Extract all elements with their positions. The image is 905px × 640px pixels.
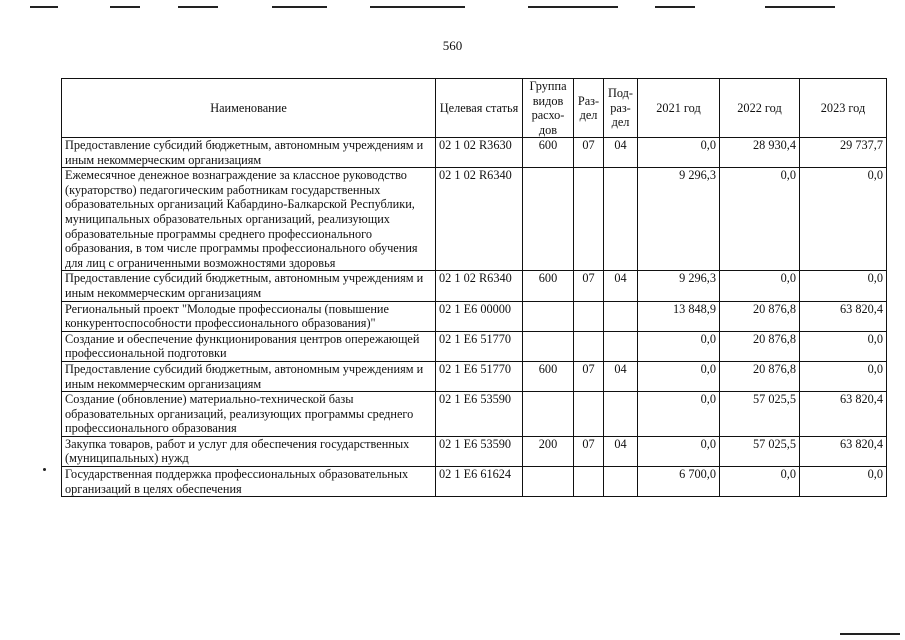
cell-target-article: 02 1 02 R6340 bbox=[436, 271, 523, 301]
cell-2021: 9 296,3 bbox=[638, 168, 720, 271]
scan-artifact-line bbox=[528, 6, 618, 8]
header-2023: 2023 год bbox=[800, 79, 887, 138]
cell-target-article: 02 1 E6 53590 bbox=[436, 436, 523, 466]
cell-section: 07 bbox=[574, 138, 604, 168]
cell-name: Предоставление субсидий бюджетным, автономным учреждениям и иным некоммерческим организациям bbox=[62, 361, 436, 391]
cell-expense-group: 200 bbox=[523, 436, 574, 466]
cell-subsection bbox=[604, 301, 638, 331]
cell-2023: 0,0 bbox=[800, 331, 887, 361]
cell-section: 07 bbox=[574, 271, 604, 301]
cell-section: 07 bbox=[574, 361, 604, 391]
cell-2023: 0,0 bbox=[800, 168, 887, 271]
scan-artifact-line bbox=[370, 6, 465, 8]
cell-target-article: 02 1 E6 00000 bbox=[436, 301, 523, 331]
scan-artifact-line bbox=[765, 6, 835, 8]
cell-subsection bbox=[604, 467, 638, 497]
cell-2021: 9 296,3 bbox=[638, 271, 720, 301]
cell-subsection: 04 bbox=[604, 361, 638, 391]
cell-subsection: 04 bbox=[604, 436, 638, 466]
cell-2023: 0,0 bbox=[800, 467, 887, 497]
cell-2022: 20 876,8 bbox=[720, 361, 800, 391]
cell-subsection: 04 bbox=[604, 271, 638, 301]
cell-2022: 0,0 bbox=[720, 271, 800, 301]
cell-target-article: 02 1 02 R3630 bbox=[436, 138, 523, 168]
table-row bbox=[62, 467, 887, 497]
scan-artifact-line bbox=[655, 6, 695, 8]
cell-target-article: 02 1 E6 61624 bbox=[436, 467, 523, 497]
cell-2023: 0,0 bbox=[800, 361, 887, 391]
cell-2022: 0,0 bbox=[720, 168, 800, 271]
table-row bbox=[62, 271, 887, 301]
cell-2022: 20 876,8 bbox=[720, 301, 800, 331]
cell-name: Закупка товаров, работ и услуг для обеспечения государственных (муниципальных) нужд bbox=[62, 436, 436, 466]
cell-expense-group: 600 bbox=[523, 361, 574, 391]
cell-name: Предоставление субсидий бюджетным, автономным учреждениям и иным некоммерческим организациям bbox=[62, 271, 436, 301]
cell-2021: 0,0 bbox=[638, 392, 720, 437]
cell-name: Создание (обновление) материально-технической базы образовательных организаций, реализующих программы среднего профессионального образования bbox=[62, 392, 436, 437]
cell-2023: 29 737,7 bbox=[800, 138, 887, 168]
table-row bbox=[62, 436, 887, 466]
cell-expense-group bbox=[523, 301, 574, 331]
cell-subsection bbox=[604, 168, 638, 271]
cell-2021: 6 700,0 bbox=[638, 467, 720, 497]
cell-2023: 0,0 bbox=[800, 271, 887, 301]
cell-target-article: 02 1 E6 51770 bbox=[436, 331, 523, 361]
header-subsection: Под-раз-дел bbox=[604, 79, 638, 138]
scan-artifact-line bbox=[30, 6, 58, 8]
cell-expense-group: 600 bbox=[523, 138, 574, 168]
cell-name: Создание и обеспечение функционирования центров опережающей профессиональной подготовки bbox=[62, 331, 436, 361]
table-row bbox=[62, 361, 887, 391]
cell-section bbox=[574, 392, 604, 437]
header-2021: 2021 год bbox=[638, 79, 720, 138]
cell-name: Государственная поддержка профессиональных образовательных организаций в целях обеспечения bbox=[62, 467, 436, 497]
cell-2023: 63 820,4 bbox=[800, 301, 887, 331]
cell-section bbox=[574, 301, 604, 331]
cell-name: Предоставление субсидий бюджетным, автономным учреждениям и иным некоммерческим организациям bbox=[62, 138, 436, 168]
cell-section bbox=[574, 331, 604, 361]
cell-section bbox=[574, 168, 604, 271]
cell-subsection: 04 bbox=[604, 138, 638, 168]
cell-2022: 57 025,5 bbox=[720, 436, 800, 466]
cell-2021: 0,0 bbox=[638, 361, 720, 391]
table-row bbox=[62, 138, 887, 168]
cell-expense-group bbox=[523, 331, 574, 361]
table-row bbox=[62, 301, 887, 331]
page-number: 560 bbox=[442, 38, 463, 53]
cell-2022: 28 930,4 bbox=[720, 138, 800, 168]
cell-2021: 0,0 bbox=[638, 436, 720, 466]
cell-subsection bbox=[604, 392, 638, 437]
cell-2021: 0,0 bbox=[638, 138, 720, 168]
table-row bbox=[62, 392, 887, 437]
scan-artifact-line bbox=[840, 633, 900, 635]
scan-artifact-line bbox=[272, 6, 327, 8]
cell-target-article: 02 1 02 R6340 bbox=[436, 168, 523, 271]
cell-expense-group: 600 bbox=[523, 271, 574, 301]
cell-2022: 57 025,5 bbox=[720, 392, 800, 437]
cell-section bbox=[574, 467, 604, 497]
cell-section: 07 bbox=[574, 436, 604, 466]
cell-target-article: 02 1 E6 53590 bbox=[436, 392, 523, 437]
header-expense-group: Группа видов расхо-дов bbox=[523, 79, 574, 138]
scan-artifact-line bbox=[178, 6, 218, 8]
cell-2023: 63 820,4 bbox=[800, 436, 887, 466]
cell-expense-group bbox=[523, 467, 574, 497]
cell-subsection bbox=[604, 331, 638, 361]
cell-2023: 63 820,4 bbox=[800, 392, 887, 437]
table-header-row bbox=[62, 79, 887, 138]
cell-2022: 20 876,8 bbox=[720, 331, 800, 361]
scan-artifact-dot bbox=[43, 468, 46, 471]
table-row bbox=[62, 331, 887, 361]
cell-expense-group bbox=[523, 392, 574, 437]
header-2022: 2022 год bbox=[720, 79, 800, 138]
cell-expense-group bbox=[523, 168, 574, 271]
scan-artifact-line bbox=[110, 6, 140, 8]
cell-2021: 13 848,9 bbox=[638, 301, 720, 331]
cell-name: Региональный проект "Молодые профессионалы (повышение конкурентоспособности профессионального образования)" bbox=[62, 301, 436, 331]
table-row bbox=[62, 168, 887, 271]
budget-table bbox=[61, 78, 887, 497]
header-section: Раз-дел bbox=[574, 79, 604, 138]
cell-2022: 0,0 bbox=[720, 467, 800, 497]
cell-name: Ежемесячное денежное вознаграждение за классное руководство (кураторство) педагогическим работникам государственных образовательных организаций Кабардино-Балкарской Республики, муниципальных образовательных организаций, реализующих образовательные программы среднего профессионального образования, в том числе программы профессионального обучения для лиц с ограниченными возможностями здоровья bbox=[62, 168, 436, 271]
header-target-article: Целевая статья bbox=[436, 79, 523, 138]
cell-target-article: 02 1 E6 51770 bbox=[436, 361, 523, 391]
cell-2021: 0,0 bbox=[638, 331, 720, 361]
header-name: Наименование bbox=[62, 79, 436, 138]
